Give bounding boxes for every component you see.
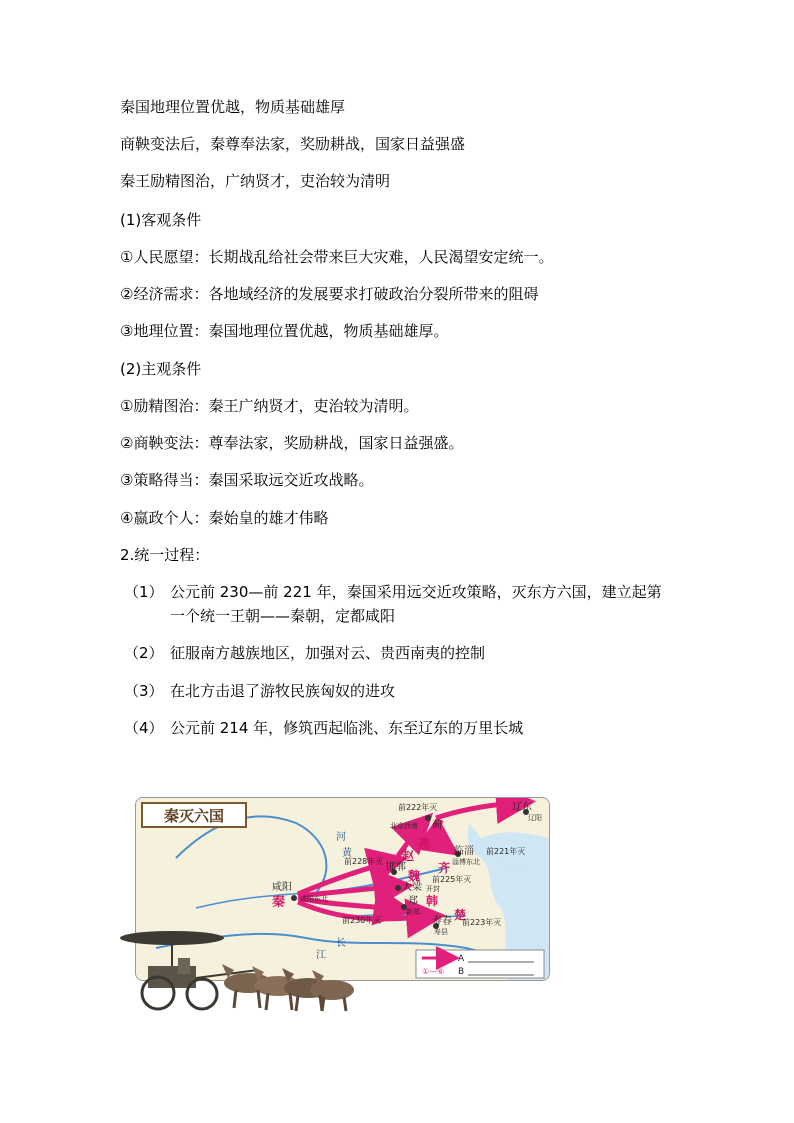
- label-liaodong: 辽东: [512, 802, 532, 813]
- label-river-he: 河: [336, 832, 346, 843]
- campaign-date-3: 前225年灭: [432, 875, 472, 884]
- text-line: ①人民愿望：长期战乱给社会带来巨大灾难，人民渴望安定统一。: [120, 248, 554, 266]
- text-line: ④嬴政个人：秦始皇的雄才伟略: [120, 509, 329, 527]
- label-linzi: 临淄: [454, 846, 474, 857]
- section-heading: 2.统一过程：: [120, 546, 210, 564]
- legend-a: A: [458, 954, 465, 964]
- label-chu: 楚: [454, 908, 467, 922]
- label-zibo-ne: 淄博东北: [452, 858, 480, 866]
- label-handan: 邯郸: [386, 862, 406, 873]
- label-qi: 齐: [438, 861, 451, 875]
- list-item: 在北方击退了游牧民族匈奴的进攻: [170, 682, 396, 700]
- text-line: 商鞅变法后，秦尊奉法家，奖励耕战，国家日益强盛: [120, 135, 466, 153]
- label-qin: 秦: [272, 895, 286, 910]
- list-number: （4）: [124, 719, 164, 737]
- list-number: （3）: [124, 682, 164, 700]
- section-heading: (1)客观条件: [120, 211, 202, 229]
- list-number: （1）: [124, 583, 164, 601]
- legend-b-symbol: ①—⑥: [422, 967, 445, 976]
- label-river-chang: 长: [336, 938, 346, 949]
- list-item: 公元前 214 年，修筑西起临洮、东至辽东的万里长城: [170, 719, 524, 737]
- label-xianyang-ne: 咸阳东北: [300, 895, 328, 903]
- label-zheng: 郑: [408, 896, 418, 907]
- text-line: ②商鞅变法：尊奉法家，奖励耕战，国家日益强盛。: [120, 434, 464, 452]
- label-yan: 燕: [418, 837, 431, 851]
- label-shouxian: 寿县: [434, 928, 448, 936]
- map-legend: [416, 950, 544, 978]
- list-item-continued: 一个统一王朝——秦朝，定都咸阳: [170, 607, 396, 625]
- campaign-date-5: 前222年灭: [398, 803, 438, 812]
- label-daliang: 大梁: [402, 882, 422, 893]
- label-xinzheng: 新郑: [406, 908, 420, 916]
- campaign-date-1: 前230年灭: [342, 916, 382, 925]
- label-zhao: 赵: [402, 849, 415, 863]
- label-shouchun: 寿春: [432, 916, 452, 927]
- text-line: 秦王励精图治，广纳贤才，吏治较为清明: [120, 172, 391, 190]
- campaign-date-4: 前223年灭: [462, 918, 502, 927]
- label-han: 韩: [426, 894, 439, 908]
- label-beijing-sw: 北京西南: [390, 822, 418, 830]
- text-line: ②经济需求：各地域经济的发展要求打破政治分裂所带来的阻碍: [120, 285, 539, 303]
- text-line: ③策略得当：秦国采取远交近攻战略。: [120, 471, 374, 489]
- campaign-date-2: 前228年灭: [344, 857, 384, 866]
- list-item: 征服南方越族地区，加强对云、贵西南夷的控制: [170, 644, 486, 662]
- list-number: （2）: [124, 644, 164, 662]
- map-title: 秦灭六国: [163, 807, 225, 825]
- label-kaifeng: 开封: [426, 885, 440, 893]
- label-xianyang: 咸阳: [272, 882, 292, 893]
- label-river-jiang: 江: [316, 950, 326, 961]
- text-line: 秦国地理位置优越，物质基础雄厚: [120, 98, 346, 116]
- text-line: ③地理位置：秦国地理位置优越，物质基础雄厚。: [120, 322, 449, 340]
- label-river-huang: 黄: [342, 848, 352, 859]
- section-heading: (2)主观条件: [120, 360, 202, 378]
- campaign-date-6: 前221年灭: [486, 847, 526, 856]
- legend-b: B: [458, 967, 465, 977]
- label-wei: 魏: [408, 869, 421, 883]
- text-line: ①励精图治：秦王广纳贤才，吏治较为清明。: [120, 397, 419, 415]
- list-item: 公元前 230—前 221 年，秦国采用远交近攻策略，灭东方六国，建立起第: [170, 583, 662, 601]
- label-liaoyang: 辽阳: [528, 814, 542, 822]
- label-ji: 蓟: [432, 820, 442, 831]
- bronze-chariot-image: [118, 928, 378, 1012]
